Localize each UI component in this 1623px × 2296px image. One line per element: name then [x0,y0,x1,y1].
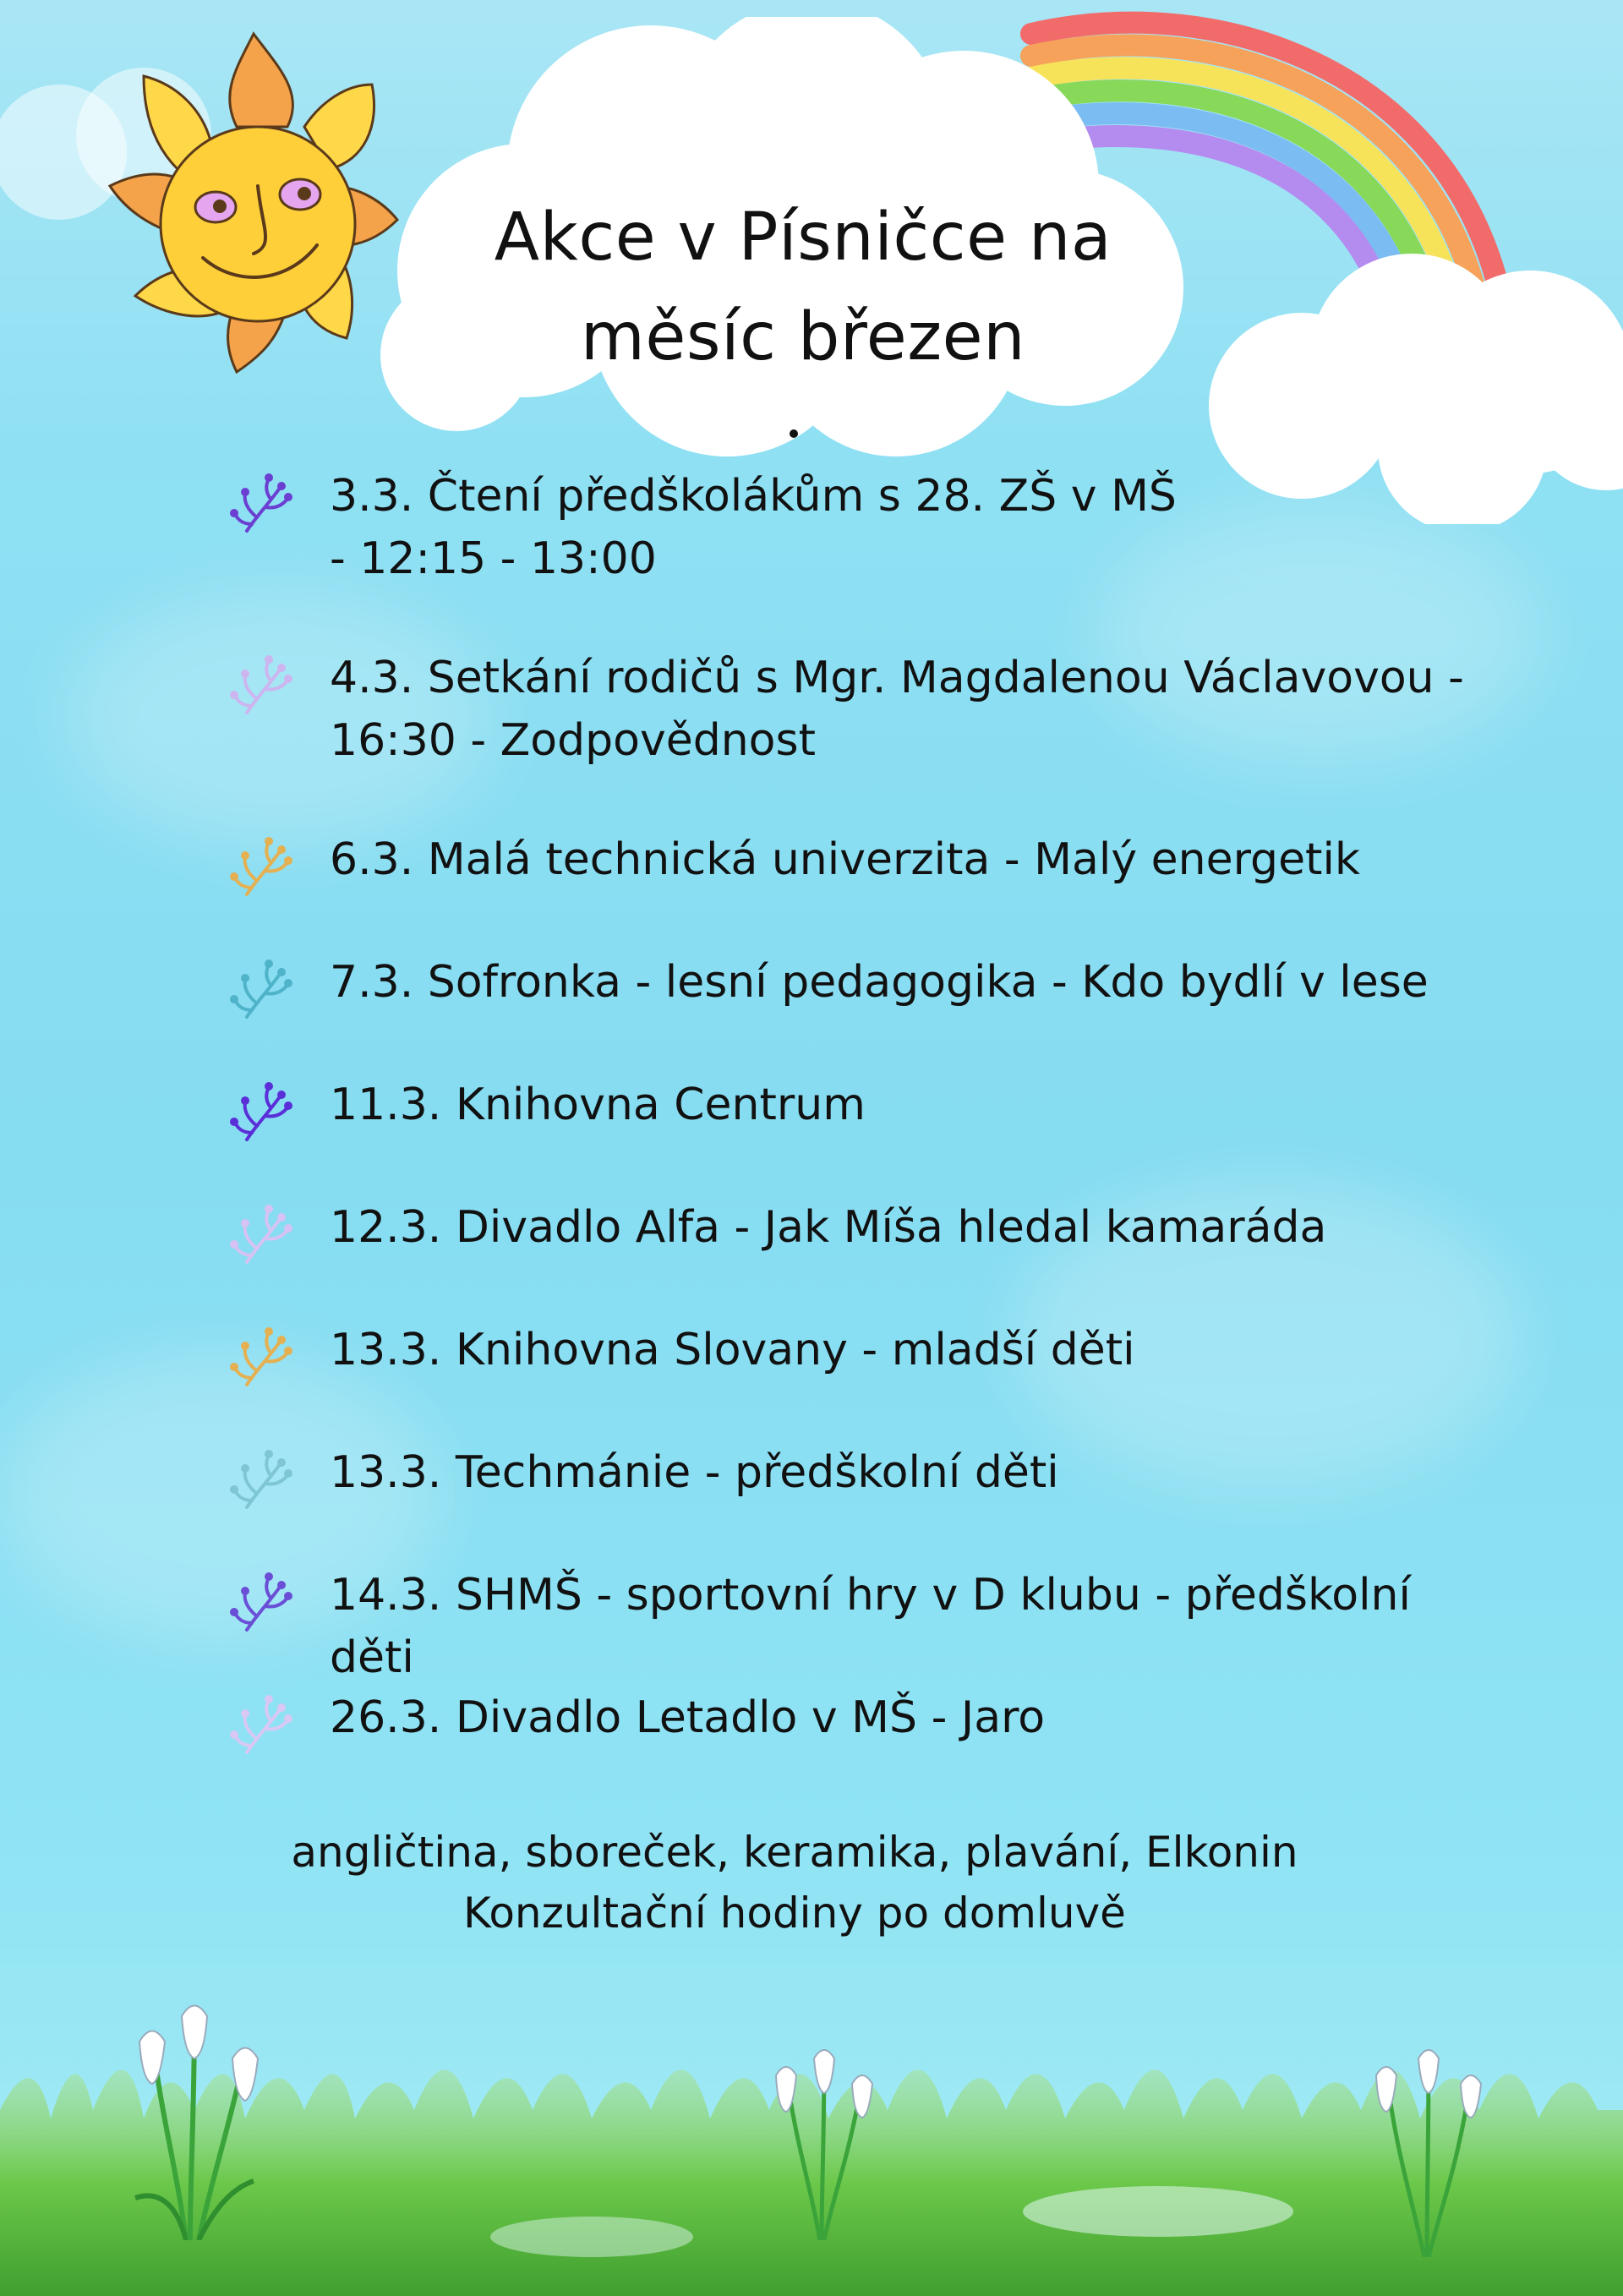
event-text: 4.3. Setkání rodičů s Mgr. Magdalenou Václavovou - [330,653,1464,703]
branch-bullet-icon [228,1693,296,1761]
branch-bullet-icon [228,1203,296,1271]
title-line-2: měsíc březen [580,299,1026,376]
list-item [228,1441,1496,1516]
branch-bullet-icon [228,1326,296,1393]
list-item [228,1074,1496,1148]
page-title [397,188,1209,387]
branch-bullet-icon [228,1571,296,1638]
list-item [228,951,1496,1025]
sun-icon [93,17,414,389]
list-item [228,828,1496,903]
list-item [228,647,1496,772]
event-text: 6.3. Malá technická univerzita - Malý energetik [330,834,1361,885]
footer-note [220,1822,1369,1943]
branch-bullet-icon [228,1080,296,1148]
event-text: 3.3. Čtení předškolákům s 28. ZŠ v MŠ [330,471,1177,522]
snowdrop-icon [1344,2037,1513,2257]
branch-bullet-icon [228,958,296,1025]
branch-bullet-icon [228,835,296,903]
decorative-dot [790,429,798,438]
branch-bullet-icon [228,653,296,721]
snowdrop-icon [101,1987,287,2240]
event-text: 16:30 - Zodpovědnost [330,715,816,766]
event-text: 13.3. Knihovna Slovany - mladší děti [330,1325,1135,1375]
snowdrop-icon [744,2037,896,2240]
list-item [228,1686,1496,1761]
title-line-1: Akce v Písničce na [494,200,1112,276]
list-item [228,465,1496,590]
list-item [228,1319,1496,1393]
event-text: 14.3. SHMŠ - sportovní hry v D klubu - předškolní děti [330,1570,1411,1683]
event-text: 13.3. Techmánie - předškolní děti [330,1447,1059,1498]
branch-bullet-icon [228,472,296,539]
event-text: 7.3. Sofronka - lesní pedagogika - Kdo bydlí v lese [330,957,1429,1008]
event-text: 12.3. Divadlo Alfa - Jak Míša hledal kamaráda [330,1202,1327,1253]
event-text: 11.3. Knihovna Centrum [330,1080,866,1130]
list-item [228,1564,1496,1689]
list-item [228,1196,1496,1271]
event-text: - 12:15 - 13:00 [330,533,657,584]
branch-bullet-icon [228,1448,296,1516]
activities-line: angličtina, sboreček, keramika, plavání, Elkonin [291,1828,1298,1877]
event-text: 26.3. Divadlo Letadlo v MŠ - Jaro [330,1692,1046,1743]
consultation-line: Konzultační hodiny po domluvě [463,1889,1126,1938]
